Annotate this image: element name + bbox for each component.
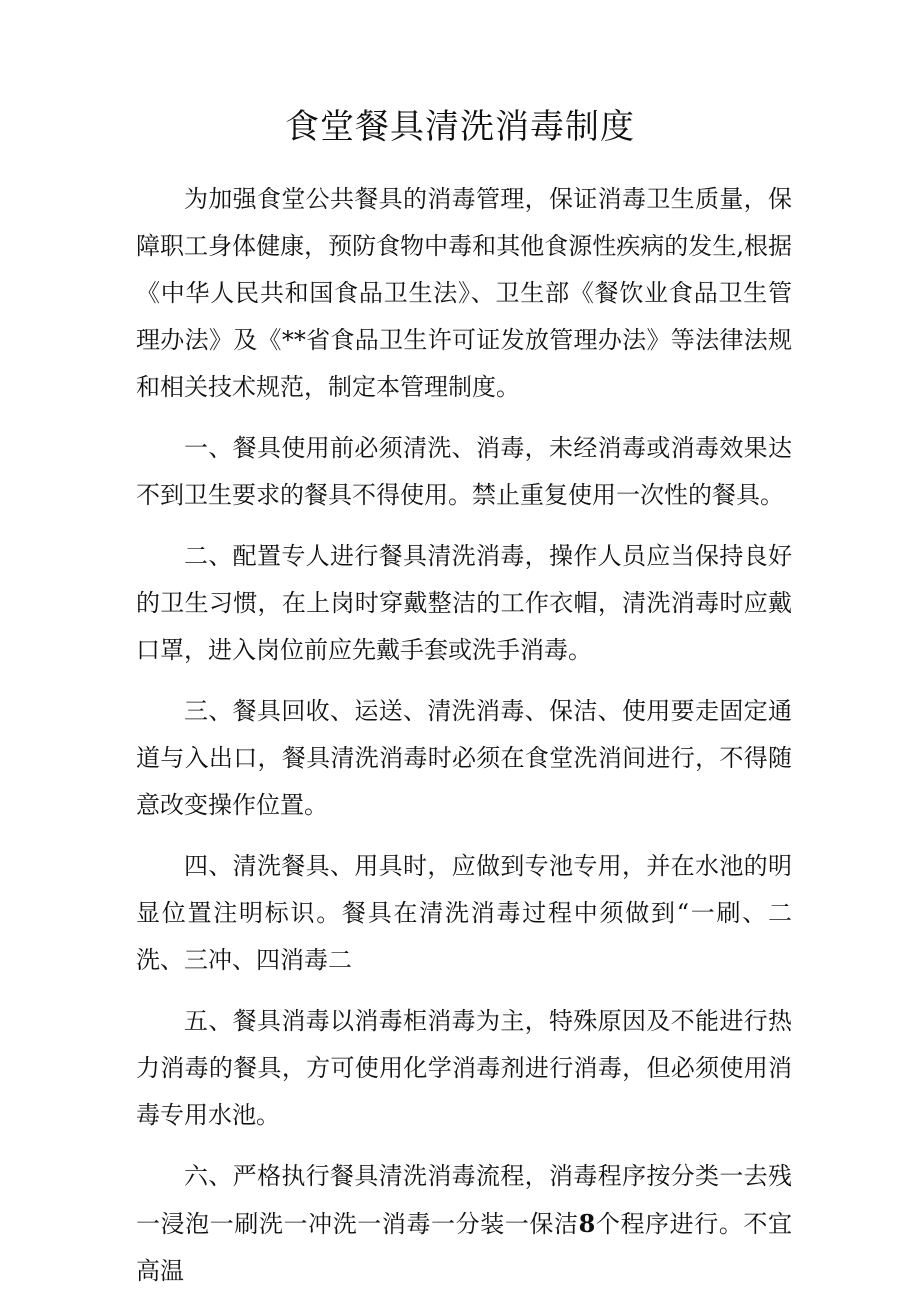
paragraph-intro: 为加强食堂公共餐具的消毒管理，保证消毒卫生质量，保障职工身体健康，预防食物中毒和其他食源性疾病的发生,根据《中华人民共和国食品卫生法》、卫生部《餐饮业食品卫生管理办法》及《**省食品卫生许可证发放管理办法》等法律法规和相关技术规范，制定本管理制度。 xyxy=(136,185,792,401)
paragraph-rule-6-text-b: 个程序进行。不宜高温 xyxy=(136,1210,793,1285)
step-count-number: 8 xyxy=(578,1209,596,1238)
paragraph-rule-2: 二、配置专人进行餐具清洗消毒，操作人员应当保持良好的卫生习惯，在上岗时穿戴整洁的工作衣帽，清洗消毒时应戴口罩，进入岗位前应先戴手套或洗手消毒。 xyxy=(136,542,792,664)
paragraph-rule-6-text-a: 六、严格执行餐具清洗消毒流程，消毒程序按分类一去残一浸泡一刷洗一冲洗一消毒一分装一保洁 xyxy=(136,1162,792,1238)
paragraph-rule-4: 四、清洗餐具、用具时，应做到专池专用，并在水池的明显位置注明标识。餐具在清洗消毒过程中须做到“一刷、二洗、三冲、四消毒二 xyxy=(136,852,792,974)
paragraph-rule-5: 五、餐具消毒以消毒柜消毒为主，特殊原因及不能进行热力消毒的餐具，方可使用化学消毒剂进行消毒，但必须使用消毒专用水池。 xyxy=(136,1007,792,1129)
document-title: 食堂餐具清洗消毒制度 xyxy=(285,107,635,147)
paragraph-rule-3: 三、餐具回收、运送、清洗消毒、保洁、使用要走固定通道与入出口，餐具清洗消毒时必须在食堂洗消间进行，不得随意改变操作位置。 xyxy=(136,697,792,819)
paragraph-rule-1: 一、餐具使用前必须清洗、消毒，未经消毒或消毒效果达不到卫生要求的餐具不得使用。禁止重复使用一次性的餐具。 xyxy=(136,434,792,509)
paragraph-rule-6 xyxy=(136,1153,792,1295)
document-body xyxy=(136,176,792,1309)
